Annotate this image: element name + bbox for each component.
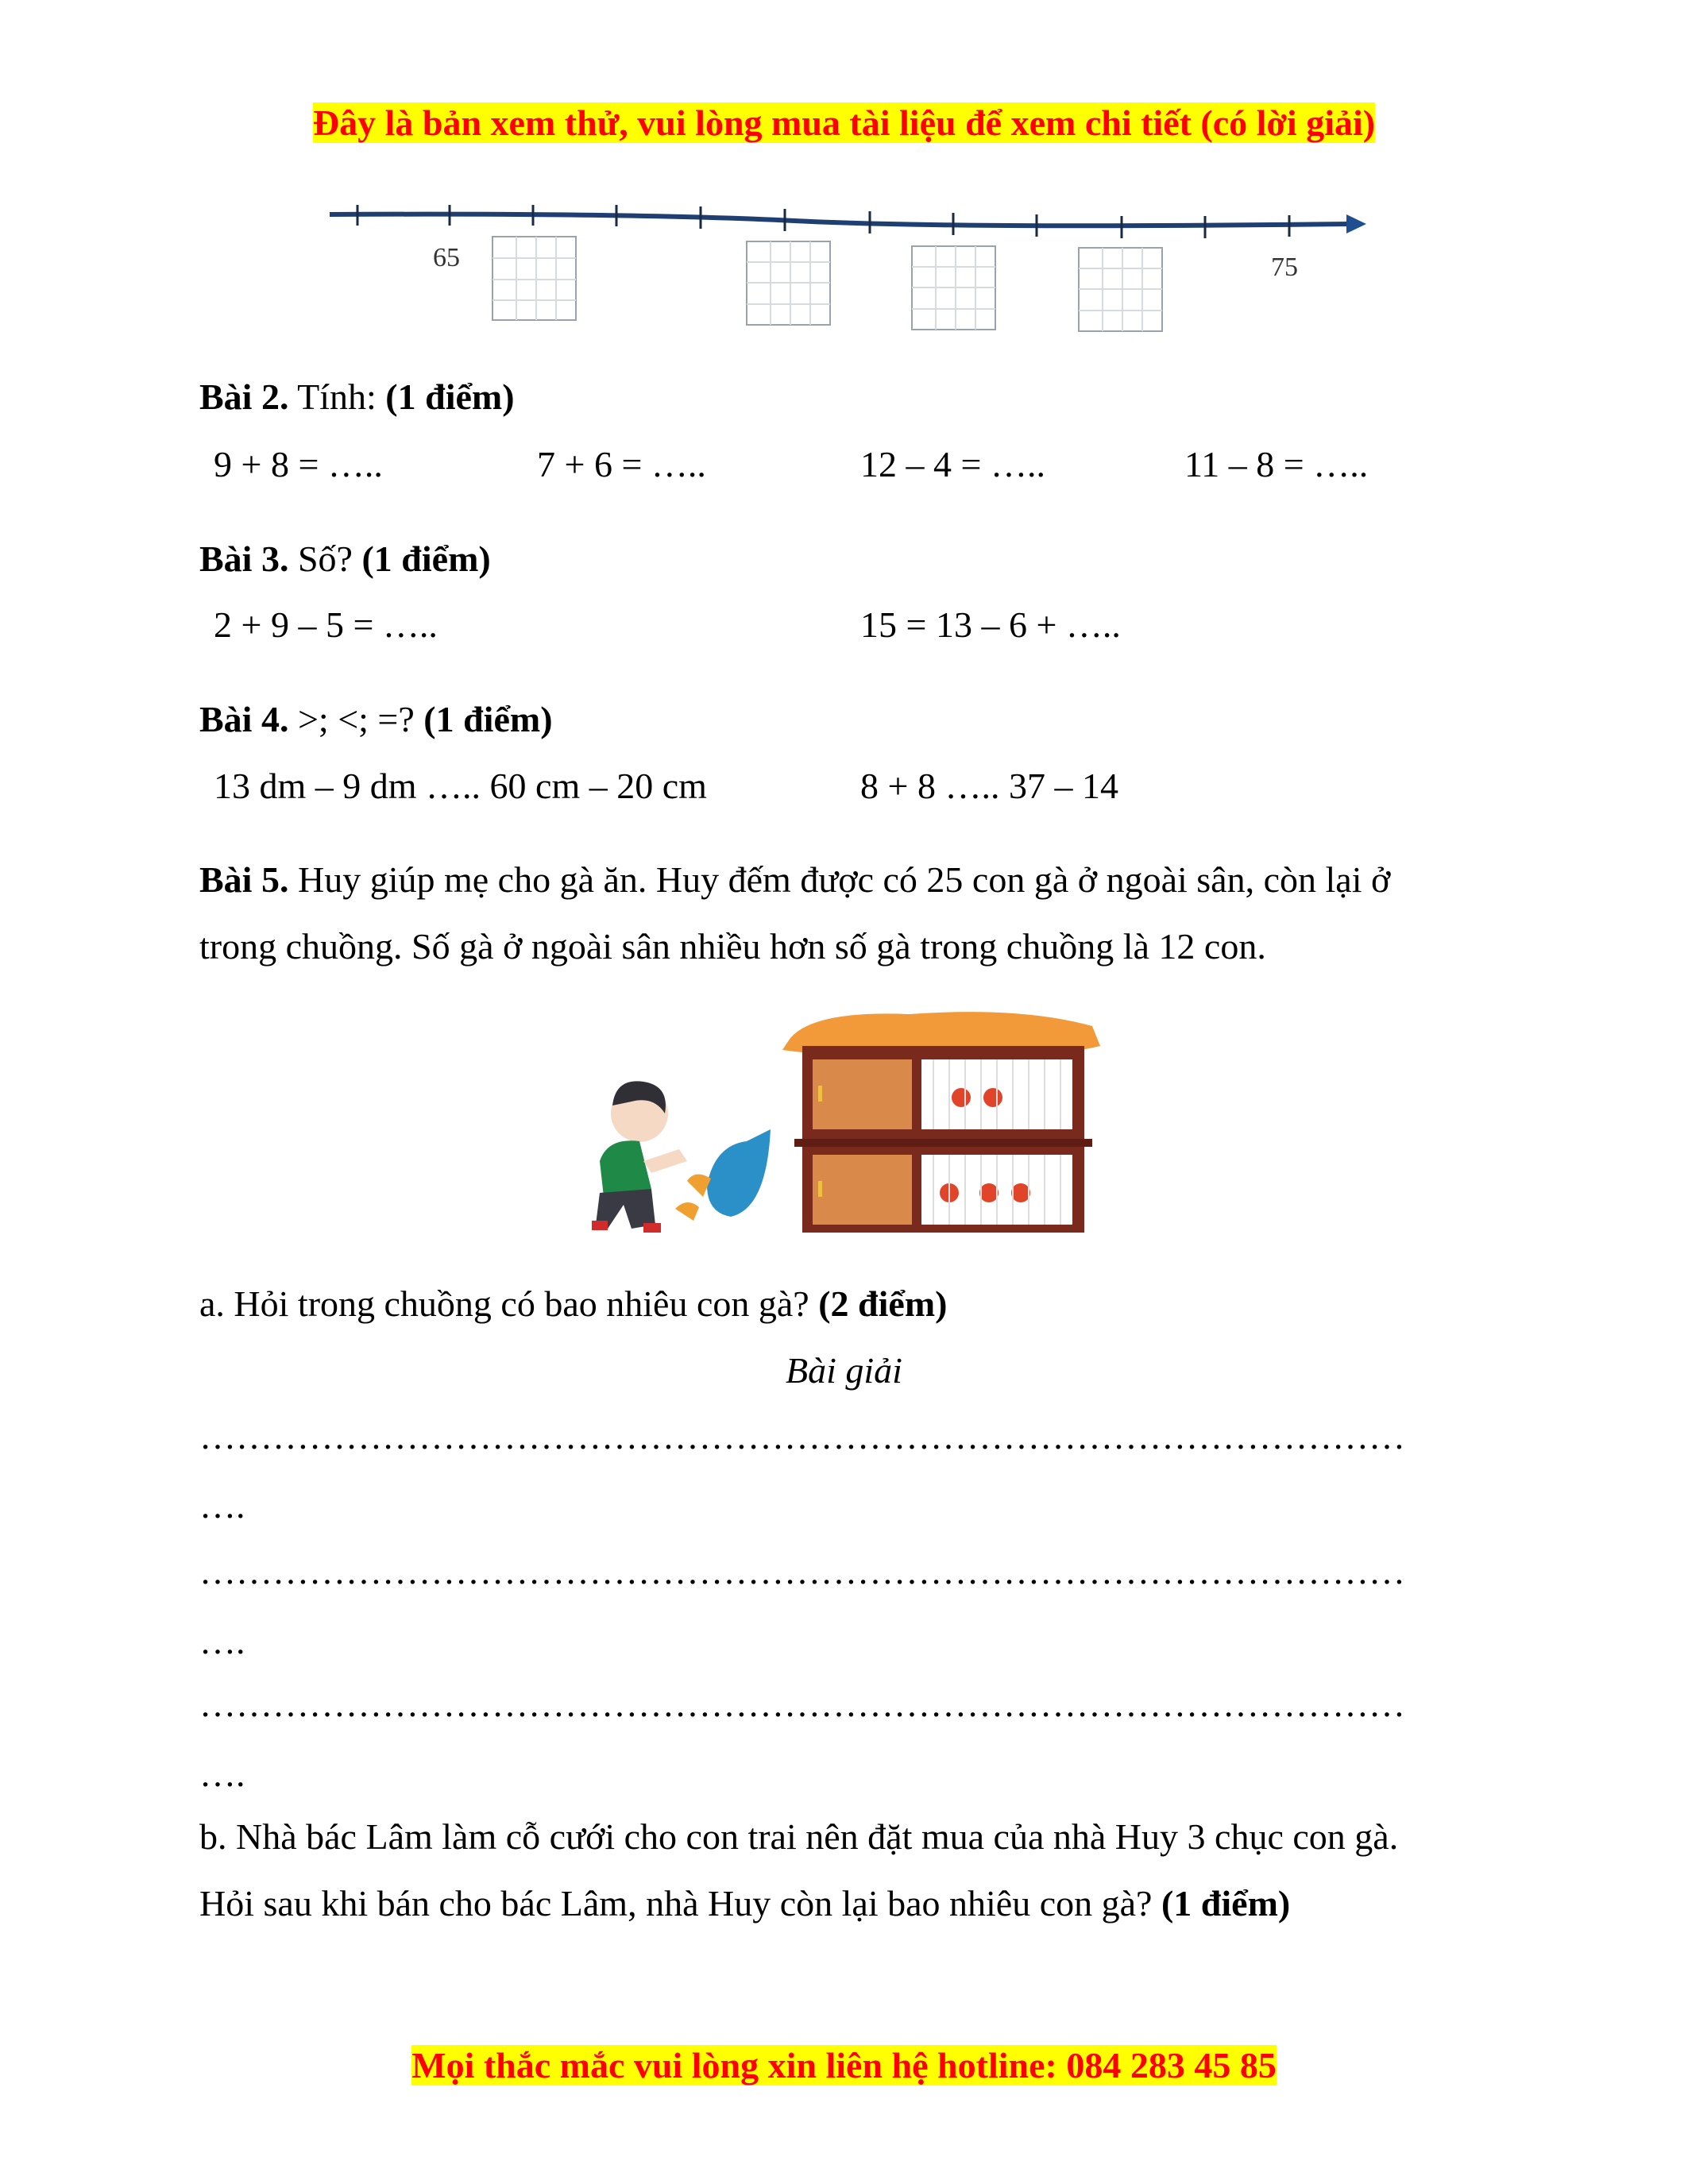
bai3-item: 2 + 9 – 5 = ….. <box>214 604 438 645</box>
bai5-line2: trong chuồng. Số gà ở ngoài sân nhiều hơn số gà trong chuồng là 12 con. <box>199 926 1266 967</box>
answer-box-4 <box>1079 248 1162 331</box>
bai2-item: 11 – 8 = ….. <box>1184 444 1369 484</box>
bai2-item: 9 + 8 = ….. <box>214 444 383 484</box>
bai4-item: 13 dm – 9 dm ….. 60 cm – 20 cm <box>214 766 707 806</box>
answer-box-3 <box>912 246 995 330</box>
preview-notice: Đây là bản xem thử, vui lòng mua tài liệu để xem chi tiết (có lời giải) <box>312 102 1376 143</box>
answer-box-1 <box>492 237 576 320</box>
solution-label: Bài giải <box>786 1350 902 1391</box>
bai3-item: 15 = 13 – 6 + ….. <box>860 604 1121 645</box>
bai3-heading: Bài 3. Số? (1 điểm) <box>199 538 491 579</box>
boy-figure <box>592 1081 687 1233</box>
answer-box-2 <box>747 241 830 325</box>
bai2-item: 12 – 4 = ….. <box>860 444 1045 484</box>
answer-line-tail: …. <box>199 1621 245 1661</box>
answer-line-tail: …. <box>199 1485 245 1526</box>
answer-line-tail: …. <box>199 1754 245 1794</box>
part-a-question: a. Hỏi trong chuồng có bao nhiêu con gà? (2 điểm) <box>199 1283 948 1324</box>
number-line-label-start: 65 <box>433 243 460 272</box>
chicken-coop <box>782 1012 1100 1233</box>
answer-line: ……………………………………………………………………………………… <box>199 1684 1405 1724</box>
boy-feeding-chickens-illustration <box>576 1002 1124 1244</box>
bai4-item: 8 + 8 ….. 37 – 14 <box>860 766 1118 806</box>
part-b-line1: b. Nhà bác Lâm làm cỗ cưới cho con trai nên đặt mua của nhà Huy 3 chục con gà. <box>199 1816 1399 1857</box>
number-line-figure <box>318 199 1374 341</box>
arrow-head-icon <box>1346 214 1366 233</box>
hen-figure <box>675 1129 771 1221</box>
number-line-label-end: 75 <box>1271 253 1298 282</box>
bai5-line1: Bài 5. Huy giúp mẹ cho gà ăn. Huy đếm được có 25 con gà ở ngoài sân, còn lại ở <box>199 859 1391 900</box>
answer-line: ……………………………………………………………………………………… <box>199 1551 1405 1592</box>
bai2-item: 7 + 6 = ….. <box>537 444 706 484</box>
answer-line: ……………………………………………………………………………………… <box>199 1416 1405 1457</box>
bai4-heading: Bài 4. >; <; =? (1 điểm) <box>199 699 553 739</box>
hotline-notice: Mọi thắc mắc vui lòng xin liên hệ hotline: 084 283 45 85 <box>411 2045 1277 2086</box>
part-b-line2: Hỏi sau khi bán cho bác Lâm, nhà Huy còn lại bao nhiêu con gà? (1 điểm) <box>199 1883 1291 1924</box>
bai2-heading: Bài 2. Tính: (1 điểm) <box>199 376 515 417</box>
number-line-axis <box>330 214 1350 226</box>
